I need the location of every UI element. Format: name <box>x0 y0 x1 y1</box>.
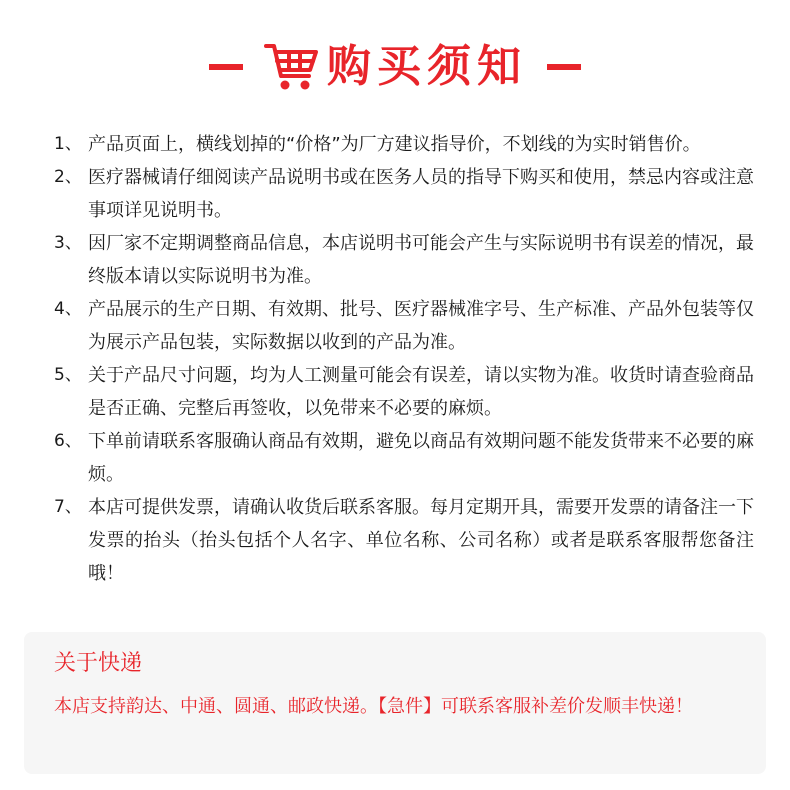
note-text: 因厂家不定期调整商品信息，本店说明书可能会产生与实际说明书有误差的情况，最终版本请以实际说明书为准。 <box>88 233 754 287</box>
note-number: 1、 <box>54 134 82 154</box>
note-item-7 <box>54 491 754 590</box>
note-number: 4、 <box>54 299 82 319</box>
note-text: 产品页面上，横线划掉的“价格”为厂方建议指导价，不划线的为实时销售价。 <box>88 134 701 155</box>
note-number: 2、 <box>54 167 82 187</box>
note-item-1 <box>54 128 754 161</box>
note-number: 3、 <box>54 233 82 253</box>
shopping-cart-icon <box>263 40 321 94</box>
notes-list <box>54 128 754 590</box>
note-number: 5、 <box>54 365 82 385</box>
page-title: 购买须知 <box>327 41 527 92</box>
note-text: 本店可提供发票，请确认收货后联系客服。每月定期开具，需要开发票的请备注一下发票的抬头（抬头包括个人名字、单位名称、公司名称）或者是联系客服帮您备注哦！ <box>88 497 754 584</box>
note-item-2 <box>54 161 754 227</box>
express-info-box <box>24 632 766 774</box>
right-dash-decoration <box>547 64 581 70</box>
express-title: 关于快递 <box>54 651 143 676</box>
note-number: 7、 <box>54 497 82 517</box>
note-number: 6、 <box>54 431 82 451</box>
header <box>0 32 790 102</box>
note-text: 医疗器械请仔细阅读产品说明书或在医务人员的指导下购买和使用，禁忌内容或注意事项详见说明书。 <box>88 167 754 221</box>
note-item-6 <box>54 425 754 491</box>
note-item-5 <box>54 359 754 425</box>
note-item-4 <box>54 293 754 359</box>
note-text: 下单前请联系客服确认商品有效期，避免以商品有效期问题不能发货带来不必要的麻烦。 <box>88 431 754 485</box>
note-text: 产品展示的生产日期、有效期、批号、医疗器械准字号、生产标准、产品外包装等仅为展示产品包装，实际数据以收到的产品为准。 <box>88 299 754 353</box>
left-dash-decoration <box>209 64 243 70</box>
note-text: 关于产品尺寸问题，均为人工测量可能会有误差，请以实物为准。收货时请查验商品是否正确、完整后再签收，以免带来不必要的麻烦。 <box>88 365 754 419</box>
note-item-3 <box>54 227 754 293</box>
express-text: 本店支持韵达、中通、圆通、邮政快递。【急件】可联系客服补差价发顺丰快递！ <box>54 696 693 717</box>
